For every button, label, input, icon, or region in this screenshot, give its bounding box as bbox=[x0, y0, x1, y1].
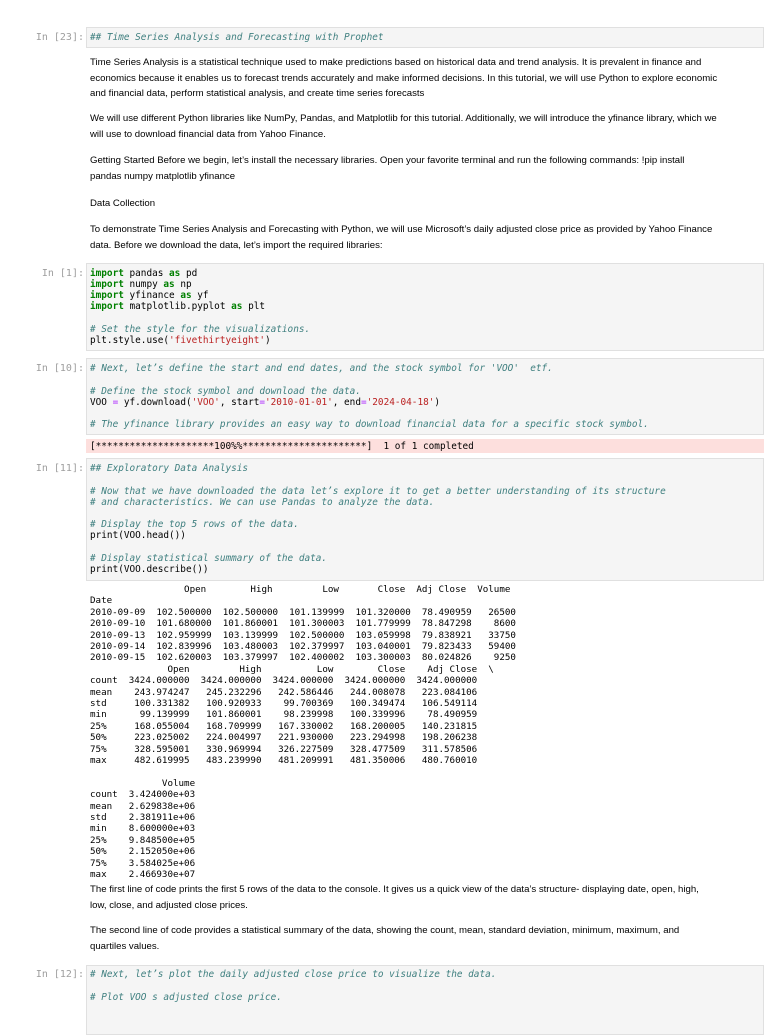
code-text: numpy bbox=[123, 279, 164, 290]
output-line: min 8.600000e+03 bbox=[90, 823, 196, 835]
code-text: yf bbox=[191, 290, 209, 301]
code-keyword: as bbox=[169, 268, 181, 279]
code-text: ) bbox=[434, 397, 441, 408]
code-operator: = bbox=[360, 397, 367, 408]
code-comment: # The yfinance library provides an easy way to download financial data for a specific stock symbol. bbox=[90, 419, 649, 430]
output-line: Volume bbox=[90, 777, 196, 789]
output-line: mean 243.974247 245.232296 242.586446 244.008078 223.084106 bbox=[90, 686, 478, 698]
code-keyword: as bbox=[163, 279, 175, 290]
code-text: , start bbox=[219, 397, 260, 408]
code-comment: # Now that we have downloaded the data let’s explore it to get a better understanding of its structure bbox=[90, 486, 666, 497]
output-line: std 100.331382 100.920933 99.700369 100.349474 106.549114 bbox=[90, 698, 478, 709]
code-keyword: import bbox=[90, 290, 124, 301]
markdown-paragraph: To demonstrate Time Series Analysis and Forecasting with Python, we will use Microsoft’s daily adjusted close price as provided by Yahoo Finance data. Before we download the data, let’s import the required libraries: bbox=[90, 224, 713, 251]
output-line: 2010-09-10 101.680000 101.860001 101.300003 101.779999 78.847298 8600 bbox=[90, 618, 516, 630]
markdown-paragraph: The first line of code prints the first 5 rows of the data to the console. It gives us a quick view of the data’s structure- displaying date, open, high, low, close, and adjusted close prices. bbox=[90, 884, 699, 911]
code-keyword: import bbox=[90, 279, 124, 290]
code-keyword: as bbox=[180, 290, 192, 301]
code-text: ) bbox=[264, 335, 271, 346]
code-text: plt bbox=[242, 301, 265, 312]
code-text: yfinance bbox=[123, 290, 181, 301]
code-comment: # Display statistical summary of the data. bbox=[90, 553, 328, 564]
output-line: std 2.381911e+06 bbox=[90, 812, 196, 823]
output-line: 2010-09-13 102.959999 103.139999 102.500000 103.059998 79.838921 33750 bbox=[90, 629, 516, 641]
code-line: print(VOO.head()) bbox=[90, 530, 186, 541]
code-keyword: import bbox=[90, 301, 124, 312]
output-line: max 482.619995 483.239990 481.209991 481.350006 480.760010 bbox=[90, 755, 478, 766]
code-string: 'fivethirtyeight' bbox=[169, 335, 265, 346]
code-text: , end bbox=[332, 397, 361, 408]
cell-prompt-11: In [11]: bbox=[35, 463, 84, 474]
output-line: 75% 3.584025e+06 bbox=[90, 857, 196, 869]
output-line: 75% 328.595001 330.969994 326.227509 328.477509 311.578506 bbox=[90, 743, 478, 755]
output-line: Open High Low Close Adj Close Volume bbox=[90, 584, 511, 595]
code-line bbox=[90, 279, 192, 290]
code-string: '2024-04-18' bbox=[366, 397, 435, 408]
output-line: 2010-09-09 102.500000 102.500000 101.139999 101.320000 78.490959 26500 bbox=[90, 606, 516, 618]
code-line bbox=[90, 290, 209, 301]
output-line: 2010-09-15 102.620003 103.379997 102.400002 103.300003 80.024826 9250 bbox=[90, 652, 516, 664]
code-string: '2010-01-01' bbox=[265, 397, 333, 408]
output-line: 2010-09-14 102.839996 103.480003 102.379997 103.040001 79.823433 59400 bbox=[90, 641, 516, 652]
output-line: Open High Low Close Adj Close \ bbox=[90, 663, 494, 675]
output-line: 25% 168.055004 168.709999 167.330002 168.200005 140.231815 bbox=[90, 720, 478, 732]
code-comment: # and characteristics. We can use Pandas to analyze the data. bbox=[90, 497, 435, 508]
code-operator: = bbox=[112, 397, 119, 408]
code-comment: # Next, let’s plot the daily adjusted close price to visualize the data. bbox=[90, 969, 497, 980]
output-line: count 3424.000000 3424.000000 3424.000000 3424.000000 3424.000000 bbox=[90, 675, 478, 687]
code-line: ## Time Series Analysis and Forecasting with Prophet bbox=[90, 32, 384, 43]
code-line bbox=[90, 335, 271, 346]
cell-prompt-23: In [23]: bbox=[35, 32, 84, 43]
code-comment: # Display the top 5 rows of the data. bbox=[90, 519, 299, 530]
cell-prompt-10: In [10]: bbox=[35, 363, 84, 374]
code-text: pd bbox=[180, 268, 198, 279]
output-line: max 2.466930e+07 bbox=[90, 869, 196, 880]
code-comment: # Next, let’s define the start and end dates, and the stock symbol for 'VOO' etf. bbox=[90, 363, 553, 374]
code-text: np bbox=[174, 279, 192, 290]
output-line: mean 2.629838e+06 bbox=[90, 800, 196, 812]
code-string: 'VOO' bbox=[191, 397, 220, 408]
download-progress-text: [*********************100%%**********************] 1 of 1 completed bbox=[90, 441, 474, 452]
output-line: Date bbox=[90, 595, 113, 607]
code-operator: = bbox=[259, 397, 266, 408]
output-line: count 3.424000e+03 bbox=[90, 789, 196, 801]
output-line: 50% 2.152050e+06 bbox=[90, 846, 196, 858]
markdown-paragraph: We will use different Python libraries like NumPy, Pandas, and Matplotlib for this tutorial. Additionally, we will introduce the yfinance library, which we will use to download financial data from Yahoo Finance. bbox=[90, 113, 717, 140]
markdown-heading: Data Collection bbox=[90, 198, 156, 209]
code-comment: ## Exploratory Data Analysis bbox=[90, 463, 249, 474]
code-text: VOO bbox=[90, 397, 113, 408]
output-line: min 99.139999 101.860001 98.239998 100.339996 78.490959 bbox=[90, 709, 478, 721]
code-keyword: import bbox=[90, 268, 124, 279]
markdown-paragraph: The second line of code provides a statistical summary of the data, showing the count, mean, standard deviation, minimum, maximum, and quartiles values. bbox=[90, 925, 680, 952]
code-keyword: as bbox=[231, 301, 243, 312]
code-line bbox=[90, 268, 197, 279]
code-comment: # Plot VOO s adjusted close price. bbox=[90, 992, 282, 1003]
cell-prompt-12: In [12]: bbox=[35, 969, 84, 980]
markdown-paragraph: Time Series Analysis is a statistical technique used to make predictions based on historical data and trend analysis. It is prevalent in finance and economics because it enables us to forecast trends accurately and make informed decisions. In this tutorial, we will use Python to explore economic and financial data, perform statistical analysis, and create time series forecasts bbox=[90, 57, 718, 99]
code-line bbox=[90, 397, 440, 408]
code-text: yf.download( bbox=[118, 397, 192, 408]
code-comment: # Set the style for the visualizations. bbox=[90, 324, 311, 335]
output-line: 50% 223.025002 224.004997 221.930000 223.294998 198.206238 bbox=[90, 732, 478, 744]
code-text: plt.style.use( bbox=[90, 335, 170, 346]
cell-prompt-1: In [1]: bbox=[41, 268, 84, 279]
code-line: print(VOO.describe()) bbox=[90, 564, 209, 575]
code-comment: # Define the stock symbol and download the data. bbox=[90, 386, 361, 397]
code-text: pandas bbox=[123, 268, 170, 279]
code-line bbox=[90, 301, 265, 312]
code-text: matplotlib.pyplot bbox=[123, 301, 232, 312]
markdown-paragraph: Getting Started Before we begin, let’s install the necessary libraries. Open your favorite terminal and run the following commands: !pip install pandas numpy matplotlib yfinance bbox=[90, 155, 685, 182]
output-line: 25% 9.848500e+05 bbox=[90, 834, 196, 846]
